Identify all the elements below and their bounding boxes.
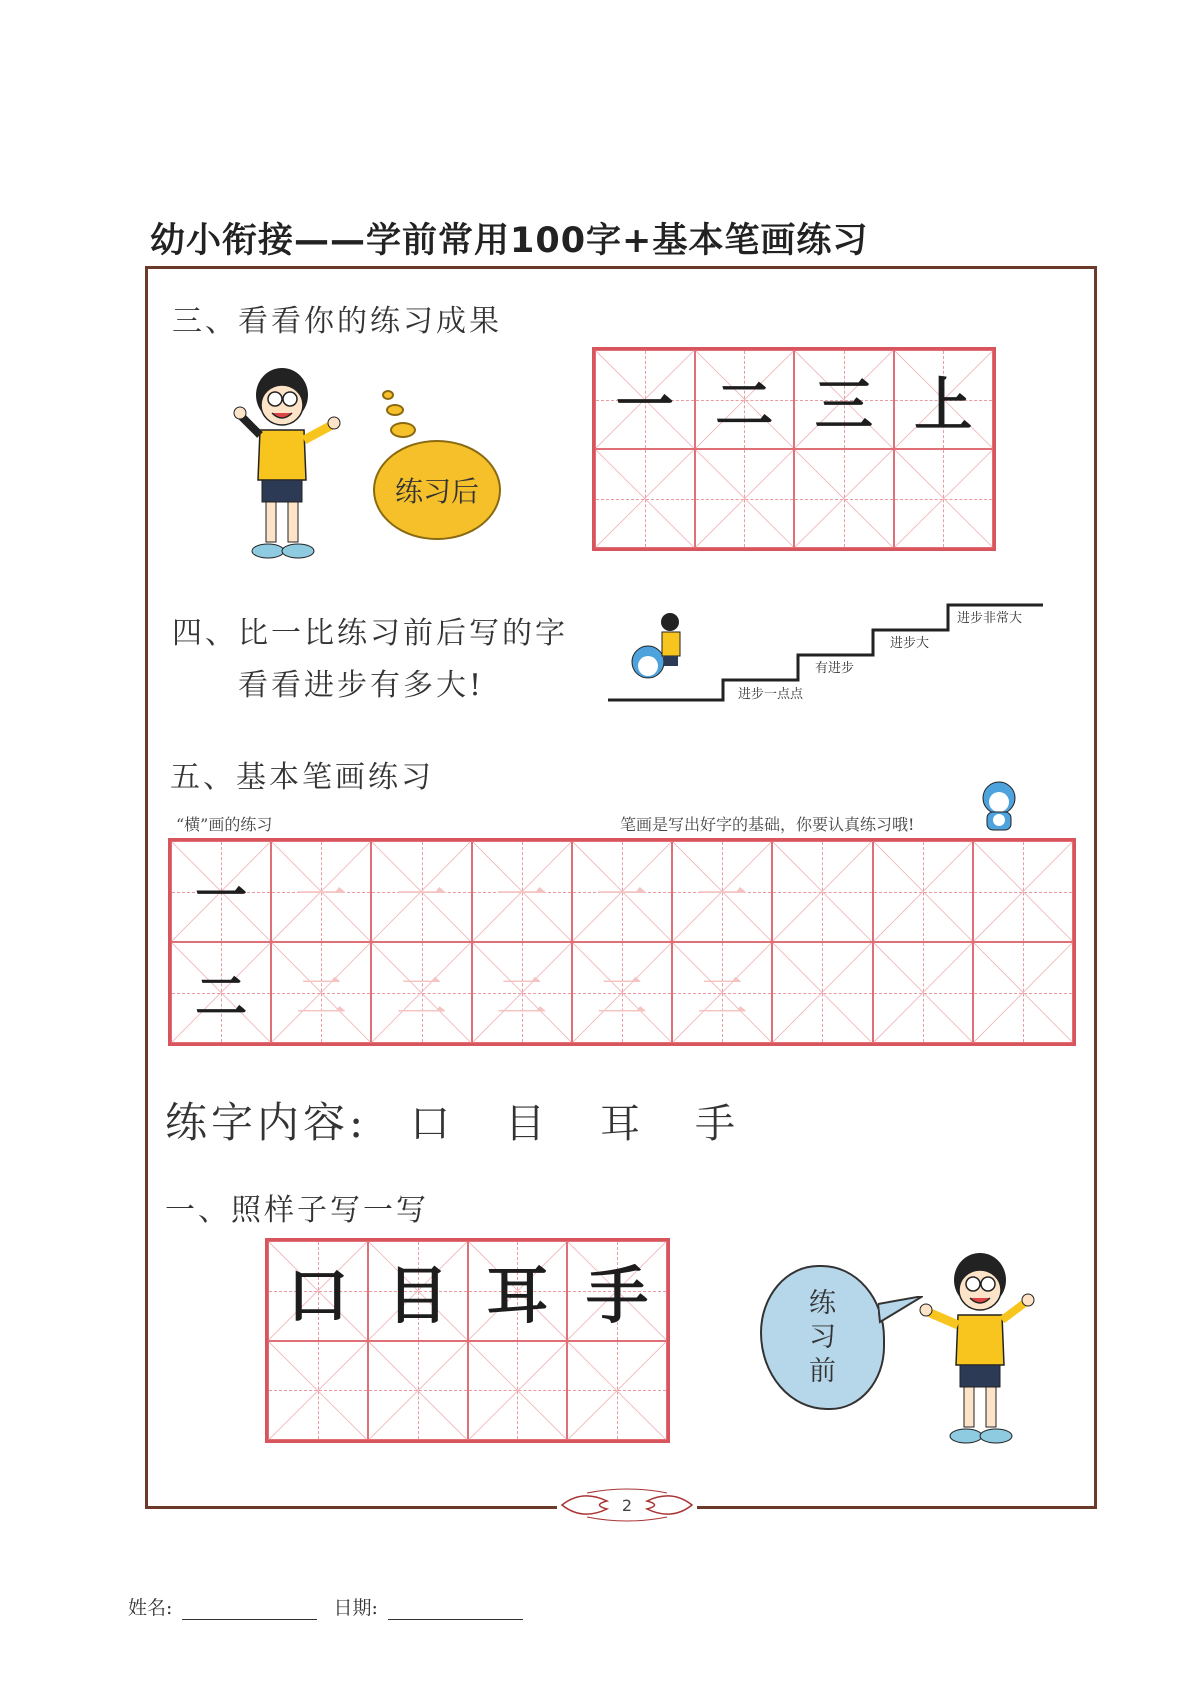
grid-cell[interactable] xyxy=(672,942,772,1043)
model-character: 一 xyxy=(195,867,248,927)
copy-grid xyxy=(265,1238,670,1443)
model-character: 耳 xyxy=(486,1259,549,1333)
section5-heading: 五、基本笔画练习 xyxy=(170,760,434,795)
model-character: 二 xyxy=(715,370,774,439)
after-practice-bubble: 练习后 xyxy=(373,440,501,540)
thought-dot xyxy=(386,404,404,416)
grid-cell[interactable] xyxy=(973,841,1073,942)
doraemon-icon xyxy=(975,780,1023,835)
grid-cell[interactable] xyxy=(171,942,271,1043)
step-label: 进步一点点 xyxy=(738,687,804,702)
encourage-note: 笔画是写出好字的基础，你要认真练习哦! xyxy=(620,815,915,834)
cloud-line: 前 xyxy=(809,1355,836,1387)
name-label: 姓名: xyxy=(128,1597,173,1619)
cloud-tail xyxy=(878,1296,923,1326)
grid-cell[interactable] xyxy=(371,841,471,942)
grid-cell[interactable] xyxy=(595,449,695,548)
content-char: 目 xyxy=(505,1101,548,1147)
thought-dot xyxy=(382,390,394,400)
grid-cell[interactable] xyxy=(468,1341,568,1441)
grid-cell[interactable] xyxy=(572,942,672,1043)
trace-character: 一 xyxy=(696,867,749,927)
grid-cell[interactable] xyxy=(794,449,894,548)
section4-subheading: 看看进步有多大! xyxy=(238,668,485,703)
grid-cell[interactable] xyxy=(772,841,872,942)
grid-cell[interactable] xyxy=(695,449,795,548)
grid-cell[interactable] xyxy=(472,942,572,1043)
model-character: 一 xyxy=(615,370,674,439)
grid-cell[interactable] xyxy=(873,841,973,942)
grid-cell[interactable] xyxy=(794,350,894,449)
grid-cell[interactable] xyxy=(567,1341,667,1441)
thought-dot xyxy=(390,422,416,438)
boy-illustration xyxy=(232,365,344,565)
step-label: 进步非常大 xyxy=(957,611,1023,626)
trace-character: 二 xyxy=(595,968,648,1028)
grid-cell[interactable] xyxy=(472,841,572,942)
grid-cell[interactable] xyxy=(595,350,695,449)
grid-cell[interactable] xyxy=(973,942,1073,1043)
model-character: 口 xyxy=(286,1259,349,1333)
section3-heading: 三、看看你的练习成果 xyxy=(172,304,502,339)
trace-character: 二 xyxy=(495,968,548,1028)
cloud-line: 练 xyxy=(809,1287,836,1319)
grid-cell[interactable] xyxy=(368,1241,468,1341)
grid-cell[interactable] xyxy=(695,350,795,449)
stroke-practice-grid xyxy=(168,838,1076,1046)
grid-cell[interactable] xyxy=(572,841,672,942)
grid-cell[interactable] xyxy=(672,841,772,942)
grid-cell[interactable] xyxy=(567,1241,667,1341)
trace-character: 二 xyxy=(395,968,448,1028)
grid-cell[interactable] xyxy=(268,1241,368,1341)
trace-character: 一 xyxy=(595,867,648,927)
page-number-ornament xyxy=(557,1487,697,1523)
section1-heading: 一、照样子写一写 xyxy=(165,1193,429,1228)
grid-cell[interactable] xyxy=(772,942,872,1043)
content-char: 耳 xyxy=(600,1101,643,1147)
trace-character: 一 xyxy=(495,867,548,927)
footer xyxy=(128,1593,533,1620)
model-character: 三 xyxy=(814,370,873,439)
trace-character: 二 xyxy=(295,968,348,1028)
trace-character: 一 xyxy=(295,867,348,927)
date-label: 日期: xyxy=(333,1597,378,1619)
practice-content-label: 练字内容: xyxy=(165,1098,368,1147)
step-label: 有进步 xyxy=(815,661,855,676)
boy-illustration xyxy=(918,1250,1040,1450)
stroke-note: “横”画的练习 xyxy=(176,815,273,834)
grid-cell[interactable] xyxy=(268,1341,368,1441)
grid-cell[interactable] xyxy=(171,841,271,942)
model-character: 手 xyxy=(586,1259,649,1333)
content-char: 口 xyxy=(410,1101,453,1147)
grid-cell[interactable] xyxy=(894,449,994,548)
model-character: 目 xyxy=(386,1259,449,1333)
step-label: 进步大 xyxy=(890,636,930,651)
model-character: 上 xyxy=(914,370,973,439)
trace-character: 一 xyxy=(395,867,448,927)
document-title: 幼小衔接——学前常用100字+基本笔画练习 xyxy=(150,221,869,261)
section4-heading: 四、比一比练习前后写的字 xyxy=(172,616,568,651)
model-character: 二 xyxy=(195,968,248,1028)
date-blank[interactable] xyxy=(388,1600,523,1620)
grid-cell[interactable] xyxy=(873,942,973,1043)
page-number: 2 xyxy=(621,1495,633,1515)
cloud-line: 习 xyxy=(809,1321,836,1353)
grid-cell[interactable] xyxy=(271,942,371,1043)
trace-character: 二 xyxy=(696,968,749,1028)
name-blank[interactable] xyxy=(182,1600,317,1620)
grid-cell[interactable] xyxy=(271,841,371,942)
grid-cell[interactable] xyxy=(371,942,471,1043)
result-grid xyxy=(592,347,996,551)
content-char: 手 xyxy=(695,1101,738,1147)
grid-cell[interactable] xyxy=(368,1341,468,1441)
grid-cell[interactable] xyxy=(894,350,994,449)
grid-cell[interactable] xyxy=(468,1241,568,1341)
